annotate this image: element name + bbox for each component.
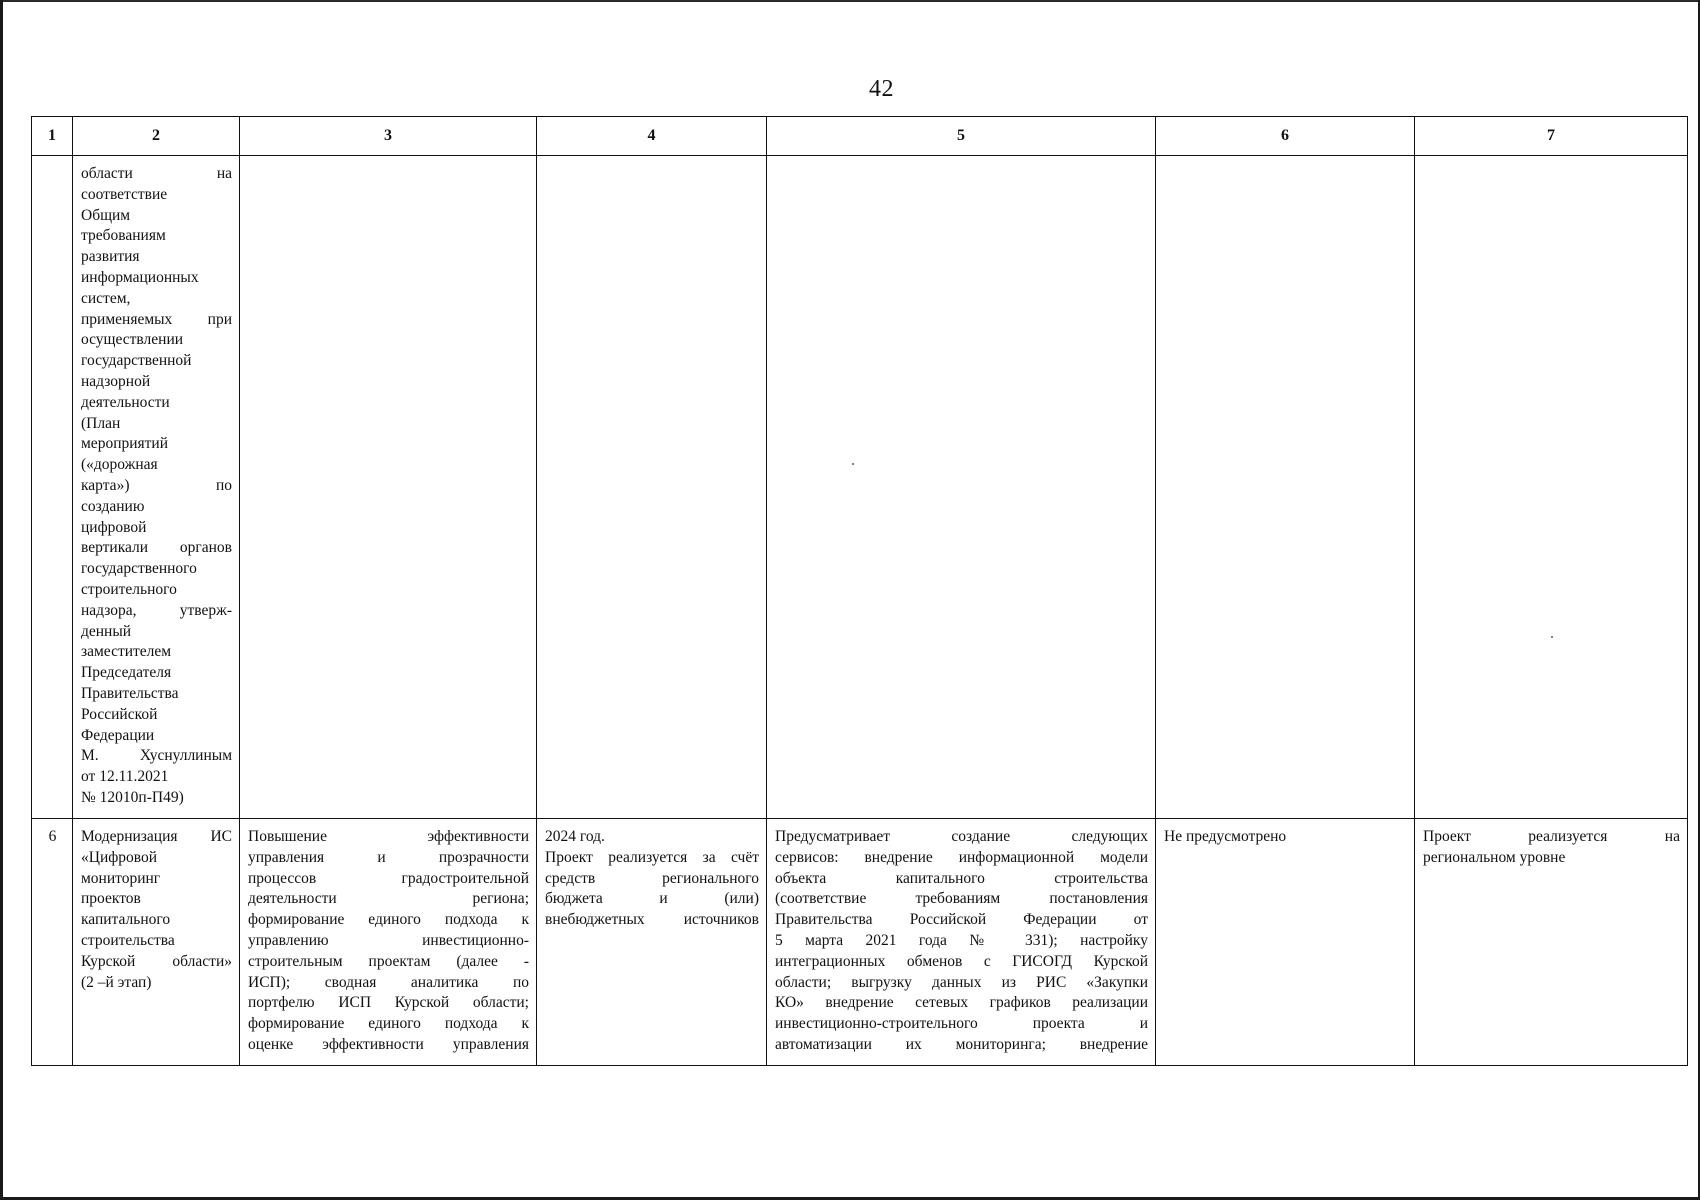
table-row-continued	[32, 156, 1688, 819]
page-number: 42	[869, 76, 894, 102]
column-header-2: 2	[73, 117, 240, 156]
text-line: созданию	[81, 497, 145, 515]
text-line: заместителем	[81, 643, 172, 661]
text-line: управления и прозрачности	[248, 848, 529, 866]
text-line: от 12.11.2021	[81, 768, 169, 786]
text-line: (План	[81, 414, 121, 432]
text-line: 5 марта 2021 года № 331); настройку	[775, 931, 1148, 949]
text-line: формирование единого подхода к	[248, 1015, 529, 1033]
cell-continued-col4	[537, 156, 767, 819]
text-line: строительства	[81, 931, 175, 949]
text-line: деятельности региона;	[248, 890, 529, 908]
row6-number-text: 6	[48, 828, 57, 845]
text-line: Модернизация ИС	[81, 828, 232, 845]
column-header-7: 7	[1415, 117, 1688, 156]
text-line: надзора, утверж-	[81, 601, 232, 619]
text-line: сервисов: внедрение информационной модели	[775, 848, 1148, 866]
text-line: («дорожная	[81, 456, 158, 474]
text-line: № 12010п-П49)	[81, 788, 184, 806]
column-header-6: 6	[1156, 117, 1415, 156]
text-line: области; выгрузку данных из РИС «Закупки	[775, 973, 1148, 991]
text-line: портфелю ИСП Курской области;	[248, 994, 529, 1012]
text-line: «Цифровой	[81, 848, 158, 866]
text-line: (соответствие требованиям постановления	[775, 890, 1148, 908]
cell-row6-col7	[1415, 819, 1688, 1066]
text-line: Повышение эффективности	[248, 828, 529, 845]
text-line: надзорной	[81, 372, 151, 390]
scan-speck	[1551, 636, 1553, 638]
row6-col4-text	[537, 819, 766, 937]
table-header-row	[32, 117, 1688, 156]
scan-edge-top	[0, 0, 1700, 2]
text-line: ИСП); сводная аналитика по	[248, 973, 529, 991]
text-line: формирование единого подхода к	[248, 911, 529, 929]
text-line: Предусматривает создание следующих	[775, 828, 1148, 845]
text-line: Председателя	[81, 664, 172, 682]
text-line: Правительства Российской Федерации от	[775, 911, 1148, 929]
cell-row6-col6	[1156, 819, 1415, 1066]
cell-row6-col3	[240, 819, 537, 1066]
text-line: Федерации	[81, 726, 155, 744]
text-line: бюджета и (или)	[545, 890, 759, 908]
text-line: проектов	[81, 890, 141, 908]
cell-row6-col4	[537, 819, 767, 1066]
column-header-1: 1	[32, 117, 73, 156]
text-line: средств регионального	[545, 869, 759, 887]
text-line: соответствие	[81, 185, 168, 203]
row6-col3-text	[240, 819, 536, 1062]
continued-col2-text	[73, 156, 239, 815]
row6-col6-text: Не предусмотрено	[1164, 828, 1287, 845]
table-row-6	[32, 819, 1688, 1066]
row6-col2-text	[73, 819, 239, 999]
cell-row6-number	[32, 819, 73, 1066]
text-line: строительным проектам (далее -	[248, 952, 529, 970]
text-line: управлению инвестиционно-	[248, 931, 529, 949]
text-line: развития	[81, 248, 140, 266]
document-table	[31, 116, 1688, 1066]
column-header-5: 5	[767, 117, 1156, 156]
row6-col7-text	[1415, 819, 1687, 875]
column-header-3: 3	[240, 117, 537, 156]
cell-continued-col5	[767, 156, 1156, 819]
text-line: требованиям	[81, 227, 166, 245]
text-line: вертикали органов	[81, 539, 232, 557]
text-line: интеграционных обменов с ГИСОГД Курской	[775, 952, 1148, 970]
row6-col5-text	[767, 819, 1155, 1062]
cell-row6-col5	[767, 819, 1156, 1066]
text-line: карта») по	[81, 476, 232, 494]
text-line: инвестиционно-строительного проекта и	[775, 1015, 1148, 1033]
text-line: Правительства	[81, 684, 179, 702]
text-line: мониторинг	[81, 869, 161, 887]
text-line: объекта капитального строительства	[775, 869, 1148, 887]
text-line: применяемых при	[81, 310, 232, 328]
cell-continued-col1	[32, 156, 73, 819]
text-line: государственной	[81, 352, 192, 370]
text-line: деятельности	[81, 393, 170, 411]
cell-continued-col7	[1415, 156, 1688, 819]
text-line: оценке эффективности управления	[248, 1035, 529, 1053]
text-line: Проект реализуется на	[1423, 828, 1680, 845]
text-line: строительного	[81, 580, 177, 598]
text-line: Российской	[81, 705, 158, 723]
text-line: осуществлении	[81, 331, 184, 349]
text-line: 2024 год.	[545, 828, 605, 845]
text-line: денный	[81, 622, 132, 640]
text-line: капитального	[81, 911, 171, 929]
text-line: процессов градостроительной	[248, 869, 529, 887]
text-line: внебюджетных источников	[545, 911, 759, 929]
text-line: М. Хуснуллиным	[81, 747, 232, 765]
cell-continued-col3	[240, 156, 537, 819]
scan-speck	[852, 463, 854, 465]
text-line: систем,	[81, 289, 131, 307]
cell-continued-col6	[1156, 156, 1415, 819]
text-line: Проект реализуется за счёт	[545, 848, 759, 866]
text-line: Курской области»	[81, 952, 232, 970]
cell-row6-col2	[73, 819, 240, 1066]
text-line: информационных	[81, 268, 199, 286]
text-line: мероприятий	[81, 435, 169, 453]
text-line: цифровой	[81, 518, 147, 536]
text-line: (2 –й этап)	[81, 973, 152, 991]
text-line: области на	[81, 165, 232, 182]
text-line: КО» внедрение сетевых графиков реализации	[775, 994, 1148, 1012]
cell-continued-col2	[73, 156, 240, 819]
text-line: Общим	[81, 206, 131, 224]
text-line: автоматизации их мониторинга; внедрение	[775, 1035, 1148, 1053]
scan-edge-left	[0, 0, 3, 1200]
text-line: региональном уровне	[1423, 848, 1566, 866]
text-line: государственного	[81, 560, 197, 578]
column-header-4: 4	[537, 117, 767, 156]
